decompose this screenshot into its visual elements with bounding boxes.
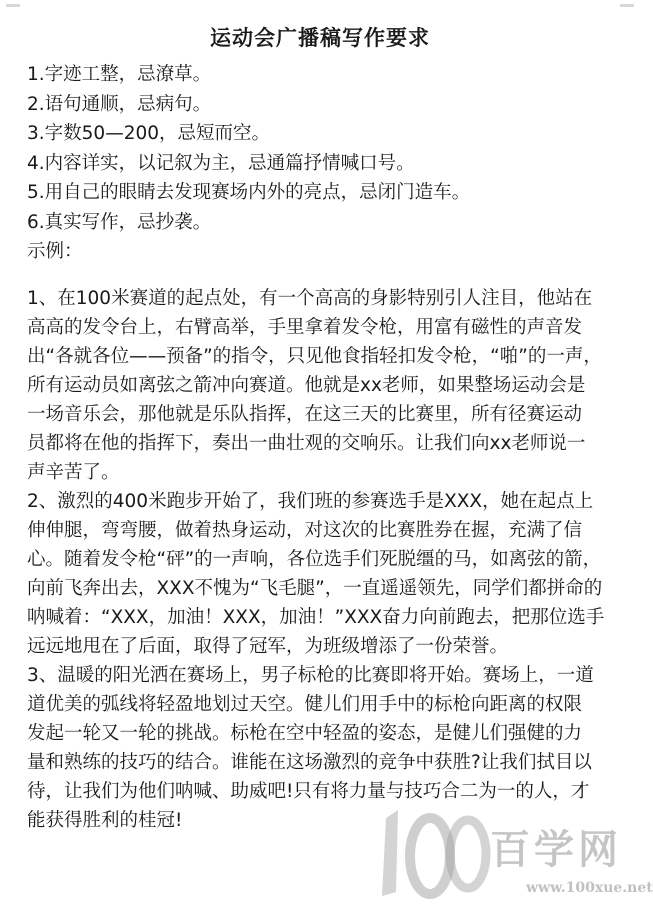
text-line: 发起一轮又一轮的挑战。标枪在空中轻盈的姿态，是健儿们强健的力 (27, 723, 583, 744)
rule-item: 2.语句通顺，忌病句。 (27, 93, 212, 115)
example-paragraph-2 (27, 487, 627, 661)
text-line: 量和熟练的技巧的结合。谁能在这场激烈的竞争中获胜?让我们拭目以 (27, 752, 592, 773)
text-line: 一场音乐会，那他就是乐队指挥，在这三天的比赛里，所有径赛运动 (27, 404, 583, 425)
text-line: 声辛苦了。 (27, 462, 120, 483)
text-line: 道优美的弧线将轻盈地划过天空。健儿们用手中的标枪向距离的权限 (27, 694, 583, 715)
watermark-url: www.100xue.net (526, 880, 653, 896)
text-line: 高高的发令台上，右臂高举，手里拿着发令枪，用富有磁性的声音发 (27, 317, 583, 338)
example-paragraph-1 (27, 284, 627, 487)
watermark-brand: 百学网 (490, 826, 622, 873)
corner-mark-right (620, 4, 634, 7)
text-line: 员都将在他的指挥下，奏出一曲壮观的交响乐。让我们向xx老师说一 (27, 433, 586, 454)
text-line: 3、温暖的阳光洒在赛场上，男子标枪的比赛即将开始。赛场上，一道 (27, 665, 594, 686)
text-line: 1、在100米赛道的起点处，有一个高高的身影特别引人注目，他站在 (27, 288, 593, 309)
examples-label: 示例： (27, 241, 83, 262)
text-line: 呐喊着：“XXX，加油！XXX，加油！”XXX奋力向前跑去，把那位选手 (27, 607, 605, 628)
rules-list (27, 60, 627, 267)
rule-item: 1.字迹工整，忌潦草。 (27, 64, 212, 85)
rule-item: 5.用自己的眼睛去发现赛场内外的亮点，忌闭门造车。 (27, 182, 471, 203)
text-line: 所有运动员如离弦之箭冲向赛道。他就是xx老师，如果整场运动会是 (27, 375, 586, 396)
text-line: 能获得胜利的桂冠! (27, 810, 183, 831)
examples-body (27, 284, 627, 835)
text-line: 伸伸腿，弯弯腰，做着热身运动，对这次的比赛胜券在握，充满了信 (27, 520, 583, 541)
text-line: 2、激烈的400米跑步开始了，我们班的参赛选手是XXX，她在起点上 (27, 491, 594, 512)
rule-item: 4.内容详实，以记叙为主，忌通篇抒情喊口号。 (27, 152, 415, 174)
text-line: 出“各就各位——预备”的指令，只见他食指轻扣发令枪，“啪”的一声， (27, 346, 602, 367)
rule-item: 3.字数50—200，忌短而空。 (27, 123, 271, 144)
rule-item: 6.真实写作，忌抄袭。 (27, 211, 212, 233)
text-line: 心。随着发令枪“砰”的一声响，各位选手们死脱缰的马，如离弦的箭， (27, 549, 602, 570)
example-paragraph-3 (27, 661, 627, 835)
text-line: 远远地甩在了后面，取得了冠军，为班级增添了一份荣誉。 (27, 636, 509, 657)
text-line: 待，让我们为他们呐喊、助威吧!只有将力量与技巧合二为一的人，才 (27, 781, 590, 802)
corner-mark-left (6, 4, 20, 7)
document-title: 运动会广播稿写作要求 (210, 26, 430, 50)
text-line: 向前飞奔出去，XXX不愧为“飞毛腿”，一直遥遥领先，同学们都拼命的 (27, 578, 603, 599)
